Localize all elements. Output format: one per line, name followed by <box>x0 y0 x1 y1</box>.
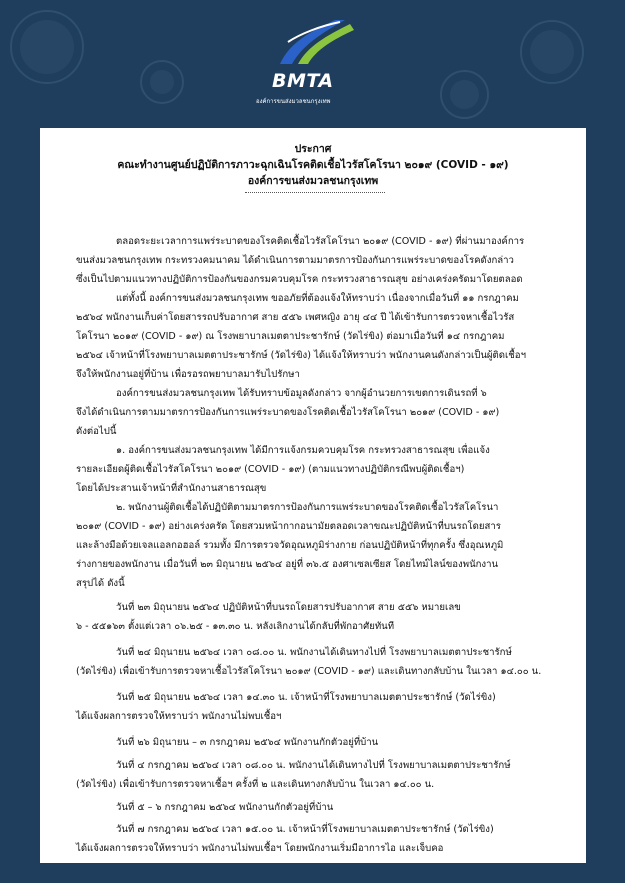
text-line: ๒. พนักงานผู้ติดเชื้อได้ปฏิบัติตามมาตรการป้องกันการแพร่ระบาดของโรคติดเชื้อไวรัสโคโรนา <box>116 502 499 513</box>
text-line: แต่ทั้งนี้ องค์การขนส่งมวลชนกรุงเทพ ขออภัยที่ต้องแจ้งให้ทราบว่า เนื่องจากเมื่อวันที่ ๑๑ กรกฎาคม <box>116 293 519 304</box>
timeline-entry <box>76 733 546 752</box>
text-line: ๒๕๖๔ พนักงานเก็บค่าโดยสารรถปรับอากาศ สาย ๕๕๖ เพศหญิง อายุ ๔๔ ปี ได้เข้ารับการตรวจหาเชื้อไวรัส <box>76 312 515 323</box>
text-line: วันที่ ๕ – ๖ กรกฎาคม ๒๕๖๔ พนักงานกักตัวอยู่ที่บ้าน <box>116 802 334 813</box>
doc-heading-3: องค์การขนส่งมวลชนกรุงเทพ <box>247 175 379 187</box>
text-line: ๑. องค์การขนส่งมวลชนกรุงเทพ ได้มีการแจ้งกรมควบคุมโรค กระทรวงสาธารณสุข เพื่อแจ้ง <box>116 445 490 456</box>
text-line: จึงได้ดำเนินการตามมาตรการป้องกันการแพร่ระบาดของโรคติดเชื้อไวรัสโคโรนา ๒๐๑๙ (COVID - ๑๙) <box>76 407 500 418</box>
text-line: ๖ - ๕๕๑๖๓ ตั้งแต่เวลา ๐๖.๒๕ - ๑๓.๓๐ น. หลังเลิกงานได้กลับที่พักอาศัยทันที <box>76 621 395 632</box>
text-line: รายละเอียดผู้ติดเชื้อไวรัสโคโรนา ๒๐๑๙ (COVID - ๑๙) (ตามแนวทางปฏิบัติกรณีพบผู้ติดเชื้อฯ) <box>76 464 465 475</box>
text-line: ได้แจ้งผลการตรวจให้ทราบว่า พนักงานไม่พบเชื้อฯ <box>76 711 282 722</box>
doc-heading-2: คณะทำงานศูนย์ปฏิบัติการภาวะฉุกเฉินโรคติดเชื้อไวรัสโคโรนา ๒๐๑๙ (COVID - ๑๙) <box>117 159 509 171</box>
text-line: ดังต่อไปนี้ <box>76 426 117 437</box>
text-line: (วัดไร่ขิง) เพื่อเข้ารับการตรวจหาเชื้อไวรัสโคโรนา ๒๐๑๙ (COVID - ๑๙) และเดินทางกลับบ้าน ในเวลา ๑๔.๐๐ น. <box>76 666 542 677</box>
text-line: วันที่ ๔ กรกฎาคม ๒๕๖๔ เวลา ๐๘.๐๐ น. พนักงานได้เดินทางไปที่ โรงพยาบาลเมตตาประชารักษ์ <box>116 760 511 771</box>
paragraph-action <box>76 384 546 441</box>
text-line: ได้แจ้งผลการตรวจให้ทราบว่า พนักงานไม่พบเชื้อฯ โดยพนักงานเริ่มมีอาการไอ และเจ็บคอ <box>76 843 444 854</box>
text-line: โคโรนา ๒๐๑๙ (COVID - ๑๙) ณ โรงพยาบาลเมตตาประชารักษ์ (วัดไร่ขิง) ต่อมาเมื่อวันที่ ๑๔ กรกฎาคม <box>76 331 505 342</box>
paragraph-item-1 <box>76 441 546 498</box>
text-line: และล้างมือด้วยเจลแอลกอฮอล์ รวมทั้ง มีการตรวจวัดอุณหภูมิร่างกาย ก่อนปฏิบัติหน้าที่ทุกครั้ง ซึ่งอุณหภูมิ <box>76 540 504 551</box>
paragraph-case <box>76 289 546 384</box>
text-line: ร่างกายของพนักงาน เมื่อวันที่ ๒๓ มิถุนายน ๒๕๖๔ อยู่ที่ ๓๖.๕ องศาเซลเซียส โดยไทม์ไลน์ของพนักงาน <box>76 559 499 570</box>
paragraph-intro <box>76 232 546 289</box>
text-line: วันที่ ๗ กรกฎาคม ๒๕๖๔ เวลา ๑๕.๐๐ น. เจ้าหน้าที่โรงพยาบาลเมตตาประชารักษ์ (วัดไร่ขิง) <box>116 824 494 835</box>
paragraph-item-2 <box>76 498 546 593</box>
virus-decoration-icon <box>440 70 489 119</box>
text-line: สรุปได้ ดังนี้ <box>76 578 125 589</box>
divider <box>245 192 385 193</box>
text-line: วันที่ ๒๕ มิถุนายน ๒๕๖๔ เวลา ๑๔.๓๐ น. เจ้าหน้าที่โรงพยาบาลเมตตาประชารักษ์ (วัดไร่ขิง) <box>116 692 496 703</box>
text-line: ขนส่งมวลชนกรุงเทพ กระทรวงคมนาคม ได้ดำเนินการตามมาตรการป้องกันการแพร่ระบาดของโรคดังกล่าว <box>76 255 514 266</box>
text-line: โดยได้ประสานเจ้าหน้าที่สำนักงานสาธารณสุข <box>76 483 267 494</box>
text-line: ๒๐๑๙ (COVID - ๑๙) อย่างเคร่งครัด โดยสวมหน้ากากอนามัยตลอดเวลาขณะปฏิบัติหน้าที่บนรถโดยสาร <box>76 521 501 532</box>
timeline-entry <box>76 798 546 817</box>
text-line: ๒๕๖๔ เจ้าหน้าที่โรงพยาบาลเมตตาประชารักษ์ (วัดไร่ขิง) ได้แจ้งให้ทราบว่า พนักงานคนดังกล่าวเป็นผู้ติดเชื้อฯ <box>76 350 526 361</box>
virus-decoration-icon <box>520 20 584 84</box>
text-line: วันที่ ๒๔ มิถุนายน ๒๕๖๔ เวลา ๐๘.๐๐ น. พนักงานได้เดินทางไปที่ โรงพยาบาลเมตตาประชารักษ์ <box>116 647 512 658</box>
logo-subtitle: องค์การขนส่งมวลชนกรุงเทพ <box>256 98 331 105</box>
text-line: จึงให้พนักงานอยู่ที่บ้าน เพื่อรอรถพยาบาลมารับไปรักษา <box>76 369 300 380</box>
text-line: (วัดไร่ขิง) เพื่อเข้ารับการตรวจหาเชื้อฯ ครั้งที่ ๒ และเดินทางกลับบ้าน ในเวลา ๑๔.๐๐ น. <box>76 779 435 790</box>
bmta-logo-icon <box>250 12 375 72</box>
text-line: ซึ่งเป็นไปตามแนวทางปฏิบัติการป้องกันของกรมควบคุมโรค กระทรวงสาธารณสุข อย่างเคร่งครัดมาโดยตลอด <box>76 274 523 285</box>
timeline-entry <box>76 756 546 794</box>
doc-heading-1: ประกาศ <box>294 143 332 155</box>
virus-decoration-icon <box>140 60 184 104</box>
text-line: ตลอดระยะเวลาการแพร่ระบาดของโรคติดเชื้อไวรัสโคโรนา ๒๐๑๙ (COVID - ๑๙) ที่ผ่านมาองค์การ <box>116 236 525 247</box>
announcement-document <box>40 128 586 863</box>
text-line: องค์การขนส่งมวลชนกรุงเทพ ได้รับทราบข้อมูลดังกล่าว จากผู้อำนวยการเขตการเดินรถที่ ๖ <box>116 388 487 399</box>
timeline-entry <box>76 598 546 636</box>
text-line: วันที่ ๒๓ มิถุนายน ๒๕๖๔ ปฏิบัติหน้าที่บนรถโดยสารปรับอากาศ สาย ๕๕๖ หมายเลข <box>116 602 461 613</box>
timeline-entry <box>76 688 546 726</box>
bmta-logo <box>250 12 375 117</box>
logo-brand: BMTA <box>272 70 334 92</box>
timeline-entry <box>76 820 546 858</box>
text-line: วันที่ ๒๖ มิถุนายน – ๓ กรกฎาคม ๒๕๖๔ พนักงานกักตัวอยู่ที่บ้าน <box>116 737 379 748</box>
timeline-entry <box>76 643 546 681</box>
virus-decoration-icon <box>10 10 84 84</box>
